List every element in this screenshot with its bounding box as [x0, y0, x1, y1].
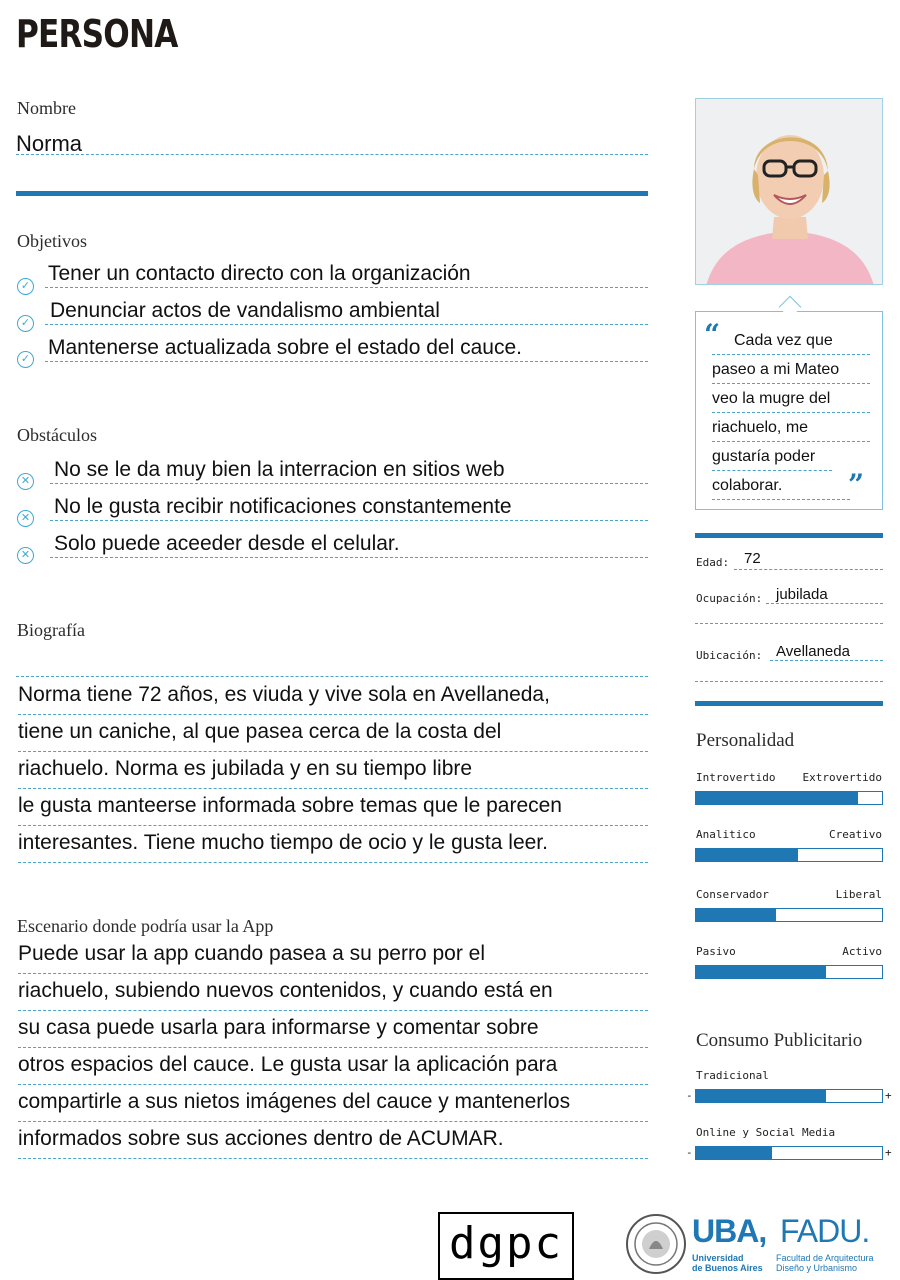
escenario-line: otros espacios del cauce. Le gusta usar la aplicación para — [18, 1048, 648, 1085]
edad-label: Edad: — [696, 556, 730, 569]
objetivos-label: Objetivos — [17, 231, 87, 251]
obstaculo-text: No se le da muy bien la interracion en sitios web — [54, 458, 505, 481]
obstaculos-label: Obstáculos — [17, 425, 97, 445]
x-circle-icon: ✕ — [17, 547, 34, 564]
obstaculo-item — [50, 493, 648, 521]
nombre-label: Nombre — [17, 98, 76, 118]
x-circle-icon: ✕ — [17, 510, 34, 527]
trait-meter-fill — [696, 966, 826, 978]
trait-meter-fill — [696, 792, 858, 804]
quote-line: riachuelo, me — [712, 413, 870, 442]
consumo-item-label: Online y Social Media — [696, 1126, 836, 1139]
minus-icon: - — [686, 1146, 693, 1159]
trait-right-label: Creativo — [829, 828, 882, 841]
fadu-subtitle-line: Facultad de Arquitectura — [776, 1253, 874, 1263]
escenario-label: Escenario donde podría usar la App — [17, 916, 274, 936]
close-quote-icon: ” — [848, 468, 865, 501]
trait-left-label: Conservador — [696, 888, 769, 901]
quote-line: veo la mugre del — [712, 384, 870, 413]
escenario-line: compartirle a sus nietos imágenes del cauce y mantenerlos — [18, 1085, 648, 1122]
uba-logo-text: UBA, — [692, 1213, 767, 1249]
obstaculo-item — [50, 456, 648, 484]
quote-line: paseo a mi Mateo — [712, 355, 870, 384]
persona-photo-illustration — [696, 99, 883, 285]
quote-text: Cada vez que — [734, 332, 833, 349]
quote-line: colaborar. — [712, 471, 850, 500]
trait-left-label: Pasivo — [696, 945, 736, 958]
fadu-subtitle-line: Diseño y Urbanismo — [776, 1263, 858, 1273]
fadu-subtitle — [776, 1253, 874, 1273]
trait-meter-fill — [696, 849, 798, 861]
edad-field — [734, 550, 883, 570]
obstaculo-text: No le gusta recibir notificaciones constantemente — [54, 495, 512, 518]
obstaculo-item — [50, 530, 648, 558]
consumo-meter-fill — [696, 1147, 772, 1159]
university-seal-icon — [625, 1213, 687, 1275]
biografia-label: Biografía — [17, 620, 85, 640]
trait-right-label: Activo — [842, 945, 882, 958]
biografia-line: le gusta manteerse informada sobre temas que le parecen — [18, 789, 648, 826]
objetivo-text: Tener un contacto directo con la organización — [48, 262, 471, 285]
objetivo-text: Mantenerse actualizada sobre el estado del cauce. — [48, 336, 522, 359]
trait-meter — [695, 791, 883, 805]
trait-left-label: Analitico — [696, 828, 756, 841]
check-circle-icon: ✓ — [17, 351, 34, 368]
consumo-item-label: Tradicional — [696, 1069, 769, 1082]
quote-line: gustaría poder — [712, 442, 832, 471]
objetivo-item — [45, 260, 648, 288]
ubicacion-value: Avellaneda — [776, 643, 850, 660]
biografia-rule — [16, 676, 648, 677]
biografia-line: interesantes. Tiene mucho tiempo de ocio y le gusta leer. — [18, 826, 648, 863]
ubicacion-label: Ubicación: — [696, 649, 763, 662]
uba-subtitle-line: de Buenos Aires — [692, 1263, 763, 1273]
ocupacion-extra-line — [695, 618, 883, 624]
dgpc-logo-text: dgpc — [449, 1218, 563, 1269]
personalidad-label: Personalidad — [696, 730, 795, 751]
ocupacion-field — [766, 586, 883, 604]
objetivo-item — [45, 297, 648, 325]
escenario-line: informados sobre sus acciones dentro de ACUMAR. — [18, 1122, 648, 1159]
objetivo-text: Denunciar actos de vandalismo ambiental — [50, 299, 440, 322]
check-circle-icon: ✓ — [17, 315, 34, 332]
escenario-line: su casa puede usarla para informarse y comentar sobre — [18, 1011, 648, 1048]
nombre-field — [16, 128, 648, 155]
open-quote-icon: “ — [704, 318, 721, 351]
personality-divider — [695, 701, 883, 706]
fadu-logo-text: FADU. — [780, 1213, 870, 1249]
consumo-meter — [695, 1089, 883, 1103]
plus-icon: + — [885, 1089, 892, 1102]
trait-meter — [695, 908, 883, 922]
trait-right-label: Liberal — [835, 888, 882, 901]
escenario-line: Puede usar la app cuando pasea a su perro por el — [18, 937, 648, 974]
trait-right-label: Extrovertido — [802, 771, 882, 784]
plus-icon: + — [885, 1146, 892, 1159]
dgpc-logo — [438, 1212, 574, 1280]
escenario-line: riachuelo, subiendo nuevos contenidos, y cuando está en — [18, 974, 648, 1011]
ocupacion-value: jubilada — [776, 586, 828, 603]
check-circle-icon: ✓ — [17, 278, 34, 295]
trait-meter — [695, 848, 883, 862]
x-circle-icon: ✕ — [17, 473, 34, 490]
ubicacion-field — [770, 643, 883, 661]
trait-meter-fill — [696, 909, 776, 921]
minus-icon: - — [686, 1089, 693, 1102]
trait-left-label: Introvertido — [696, 771, 776, 784]
persona-photo — [695, 98, 883, 285]
ubicacion-extra-line — [695, 676, 883, 682]
biografia-line: tiene un caniche, al que pasea cerca de la costa del — [18, 715, 648, 752]
uba-subtitle — [692, 1253, 763, 1273]
biografia-line: Norma tiene 72 años, es viuda y vive sola en Avellaneda, — [18, 678, 648, 715]
page-title: PERSONA — [16, 12, 178, 56]
edad-value: 72 — [744, 550, 761, 567]
ocupacion-label: Ocupación: — [696, 592, 763, 605]
consumo-meter-fill — [696, 1090, 826, 1102]
info-divider — [695, 533, 883, 538]
consumo-meter — [695, 1146, 883, 1160]
nombre-value: Norma — [16, 131, 83, 156]
consumo-label: Consumo Publicitario — [696, 1030, 863, 1051]
section-divider — [16, 191, 648, 196]
trait-meter — [695, 965, 883, 979]
obstaculo-text: Solo puede aceeder desde el celular. — [54, 532, 400, 555]
biografia-line: riachuelo. Norma es jubilada y en su tiempo libre — [18, 752, 648, 789]
quote-line — [712, 326, 870, 355]
objetivo-item — [45, 334, 648, 362]
uba-subtitle-line: Universidad — [692, 1253, 744, 1263]
